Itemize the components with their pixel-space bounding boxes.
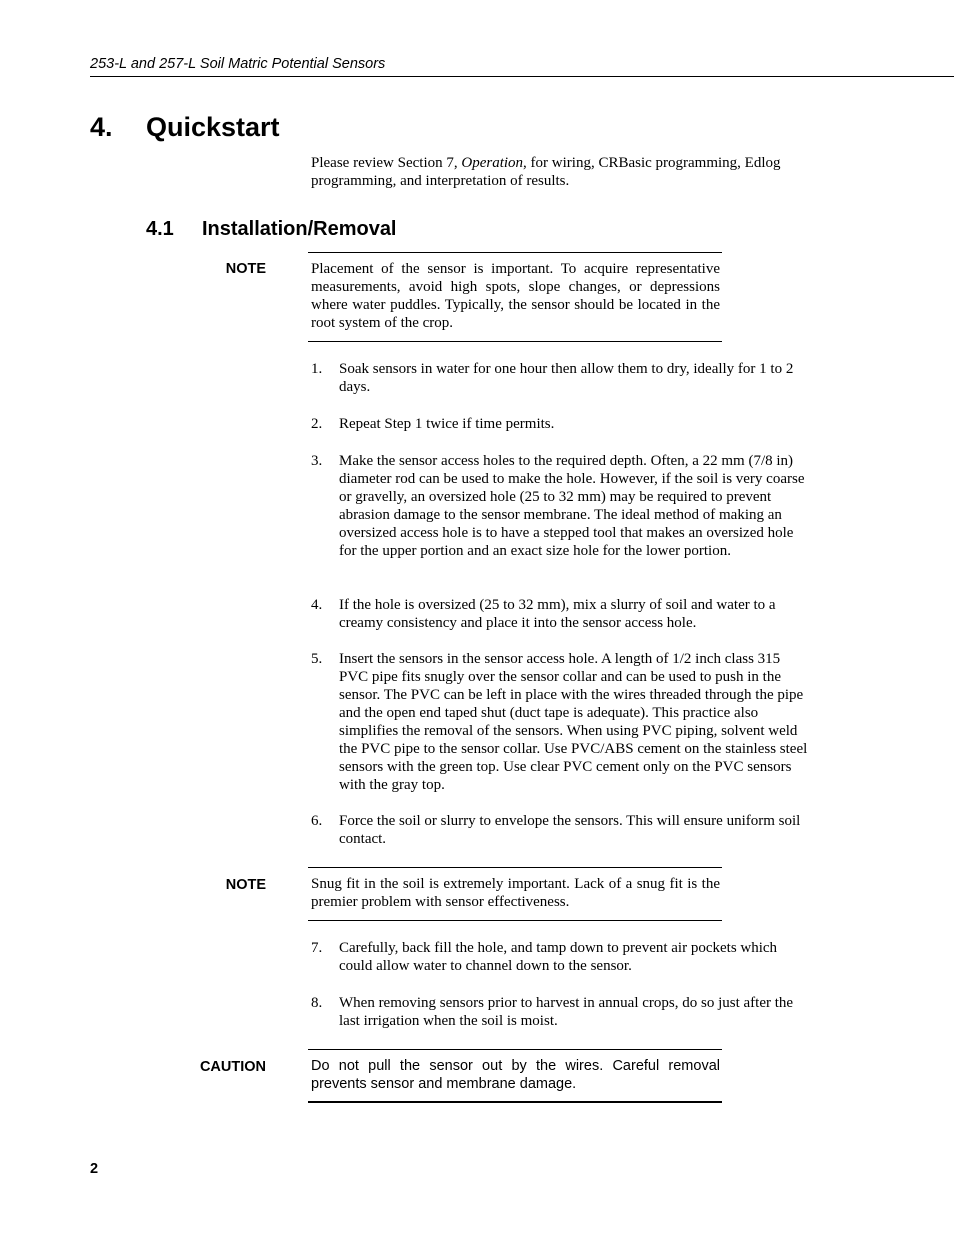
list-item xyxy=(311,415,811,433)
step-number: 1. xyxy=(311,361,323,377)
list-item xyxy=(311,452,811,560)
section-number: 4. xyxy=(90,112,113,142)
note-box xyxy=(308,867,722,921)
intro-operation-link-text: Operation xyxy=(461,155,524,171)
list-item xyxy=(311,812,811,848)
step-number: 2. xyxy=(311,416,323,432)
step-number: 6. xyxy=(311,813,323,829)
section-intro: Please review Section 7, Operation, for wiring, CRBasic programming, Edlog programming, and interpretation of results. xyxy=(311,155,781,189)
list-item xyxy=(311,360,811,396)
note-text: Snug fit in the soil is extremely important. Lack of a snug fit is the premier problem with sensor effectiveness. xyxy=(311,876,720,910)
step-text: If the hole is oversized (25 to 32 mm), mix a slurry of soil and water to a creamy consistency and place it into the sensor access hole. xyxy=(339,597,776,631)
step-number: 4. xyxy=(311,597,323,613)
step-number: 3. xyxy=(311,453,323,469)
step-text: Force the soil or slurry to envelope the sensors. This will ensure uniform soil contact. xyxy=(339,813,801,847)
note-label: NOTE xyxy=(225,877,266,893)
subsection-number: 4.1 xyxy=(146,218,174,240)
list-item xyxy=(311,650,811,794)
caution-text: Do not pull the sensor out by the wires. Careful removal prevents sensor and membrane damage. xyxy=(311,1058,720,1092)
note-label: NOTE xyxy=(225,261,266,277)
step-text: Soak sensors in water for one hour then allow them to dry, ideally for 1 to 2 days. xyxy=(339,361,794,395)
page-number: 2 xyxy=(90,1161,99,1177)
list-item xyxy=(311,596,811,632)
step-text: Insert the sensors in the sensor access hole. A length of 1/2 inch class 315 PVC pipe fits snugly over the sensor collar and can be used to push in the sensor. The PVC can be left in place with the wires threaded through the pipe and the open end taped shut (duct tape is adequate). This practice also simplifies the removal of the sensors. When using PVC piping, solvent weld the PVC pipe to the sensor collar. Use PVC/ABS cement on the stainless steel sensors with the green top. Use clear PVC cement only on the PVC sensors with the gray top. xyxy=(339,651,808,793)
list-item xyxy=(311,939,811,975)
subsection-heading xyxy=(146,218,397,241)
step-text: Repeat Step 1 twice if time permits. xyxy=(339,416,555,432)
step-number: 5. xyxy=(311,651,323,667)
step-number: 7. xyxy=(311,940,323,956)
caution-label: CAUTION xyxy=(199,1059,266,1075)
caution-box xyxy=(308,1049,722,1103)
running-header xyxy=(90,56,954,77)
section-title: Quickstart xyxy=(146,112,280,142)
section-heading xyxy=(90,112,280,143)
note-box xyxy=(308,252,722,342)
running-header-title: 253-L and 257-L Soil Matric Potential Sensors xyxy=(90,56,386,72)
step-number: 8. xyxy=(311,995,323,1011)
list-item xyxy=(311,994,811,1030)
step-text: Make the sensor access holes to the required depth. Often, a 22 mm (7/8 in) diameter rod can be used to make the hole. However, if the soil is very coarse or gravelly, an oversized hole (25 to 32 mm) may be required to prevent abrasion damage to the sensor membrane. The ideal method of making an oversized access hole is to have a stepped tool that makes an oversized hole for the upper portion and an exact size hole for the lower portion. xyxy=(339,453,805,559)
note-text: Placement of the sensor is important. To acquire representative measurements, avoid high spots, slope changes, or depressions where water puddles. Typically, the sensor should be located in the root system of the crop. xyxy=(311,261,720,331)
step-text: Carefully, back fill the hole, and tamp down to prevent air pockets which could allow water to channel down to the sensor. xyxy=(339,940,778,974)
subsection-title: Installation/Removal xyxy=(202,218,397,240)
step-text: When removing sensors prior to harvest in annual crops, do so just after the last irrigation when the soil is moist. xyxy=(339,995,794,1029)
